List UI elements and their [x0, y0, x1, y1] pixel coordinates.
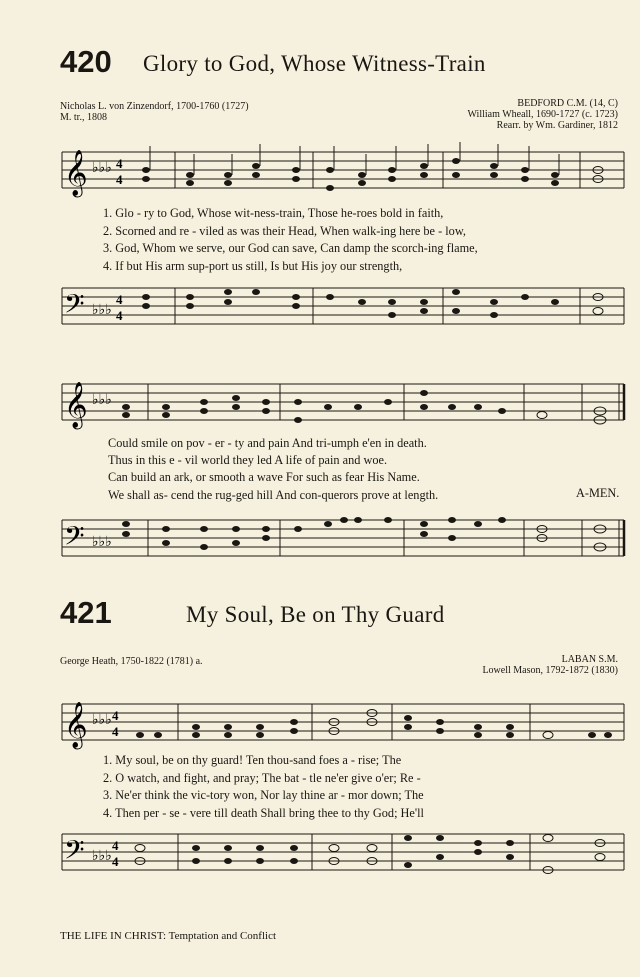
- flat-key-signature-icon: ♭♭♭: [92, 303, 112, 318]
- verse-line: 1. Glo - ry to God, Whose wit-ness-train, Those he-roes bold in faith,: [103, 206, 444, 220]
- treble-staff-421-1: [0, 694, 640, 754]
- verse-line: 4. Then per - se - vere till death Shall bring thee to thy God; He'll: [103, 805, 424, 820]
- svg-text:♭♭♭: ♭♭♭: [92, 535, 112, 550]
- verse-line: 3. God, Whom we serve, our God can save, Can damp the scorch-ing flame,: [103, 241, 478, 255]
- arranger-credit: Rearr. by Wm. Gardiner, 1812: [496, 120, 618, 131]
- svg-text:♭♭♭: ♭♭♭: [92, 393, 112, 408]
- tune-name: LABAN S.M.: [561, 654, 618, 665]
- verse-line: 3. Ne'er think the vic-tory won, Nor lay thine ar - mor down; The: [103, 788, 424, 802]
- text-author-credit: Nicholas L. von Zinzendorf, 1700-1760 (1727): [60, 101, 249, 112]
- composer-credit: William Wheall, 1690-1727 (c. 1723): [467, 109, 618, 120]
- bass-clef-icon: 𝄢: [64, 835, 85, 871]
- composer-credit: Lowell Mason, 1792-1872 (1830): [482, 665, 618, 676]
- verse-line: 2. Scorned and re - viled as was their Head, When walk-ing here be - low,: [103, 223, 466, 238]
- text-author-credit: George Heath, 1750-1822 (1781) a.: [60, 656, 203, 667]
- hymn-421-text-credits: [60, 656, 203, 667]
- translation-credit: M. tr., 1808: [60, 112, 107, 123]
- notes: [142, 142, 603, 191]
- svg-text:4: 4: [112, 724, 119, 739]
- time-signature-icon: 4: [116, 156, 123, 171]
- verse-line: Could smile on pov - er - ty and pain And tri-umph e'en in death.: [108, 436, 427, 450]
- amen-label: A-MEN.: [576, 486, 620, 500]
- verse-line: 4. If but His arm sup-port us still, Is but His joy our strength,: [103, 258, 403, 273]
- bass-clef-icon: 𝄢: [64, 289, 85, 325]
- svg-text:4: 4: [116, 292, 123, 307]
- hymn-420-tune-credits: [468, 98, 619, 131]
- verse-line: 2. O watch, and fight, and pray; The bat - tle ne'er give o'er; Re -: [103, 770, 421, 785]
- hymn-title-420: Glory to God, Whose Witness-Train: [143, 51, 486, 76]
- treble-staff-420-2: [0, 374, 640, 434]
- svg-text:4: 4: [116, 308, 123, 323]
- tune-name: BEDFORD C.M. (14, C): [517, 98, 618, 109]
- hymn-number-421: 421: [60, 595, 112, 630]
- hymn-420-text-credits: [60, 101, 249, 123]
- bass-clef-icon: 𝄢: [64, 521, 85, 557]
- verse-line: 1. My soul, be on thy guard! Ten thou-sand foes a - rise; The: [103, 753, 402, 767]
- verse-line: Can build an ark, or smooth a wave For such as fear His Name.: [108, 470, 420, 485]
- treble-clef-icon: 𝄞: [64, 382, 88, 427]
- bass-staff-420-1: [0, 278, 640, 338]
- lyrics-421-system-1: [103, 752, 424, 822]
- verse-line: Thus in this e - vil world they led A life of pain and woe.: [108, 453, 388, 468]
- bass-staff-421-1: [0, 824, 640, 884]
- page-footer-topic: THE LIFE IN CHRIST: Temptation and Conflict: [60, 930, 277, 942]
- treble-clef-icon: 𝄞: [64, 150, 88, 195]
- svg-text:4: 4: [112, 838, 119, 853]
- hymn-title-421: My Soul, Be on Thy Guard: [186, 602, 445, 627]
- svg-text:4: 4: [112, 854, 119, 869]
- lyrics-420-system-2: [108, 435, 438, 504]
- verse-line: We shall as- cend the rug-ged hill And con-querors prove at length.: [108, 487, 439, 502]
- svg-text:4: 4: [112, 708, 119, 723]
- treble-clef-icon: 𝄞: [64, 702, 88, 747]
- hymn-421-tune-credits: [482, 654, 618, 676]
- svg-text:4: 4: [116, 172, 123, 187]
- flat-key-signature-icon: ♭♭♭: [92, 161, 112, 176]
- hymn-number-420: 420: [60, 44, 112, 79]
- treble-staff-420-1: [0, 142, 640, 202]
- bass-staff-420-2: [0, 510, 640, 570]
- svg-text:♭♭♭: ♭♭♭: [92, 849, 112, 864]
- svg-text:♭♭♭: ♭♭♭: [92, 713, 112, 728]
- lyrics-420-system-1: [103, 205, 478, 275]
